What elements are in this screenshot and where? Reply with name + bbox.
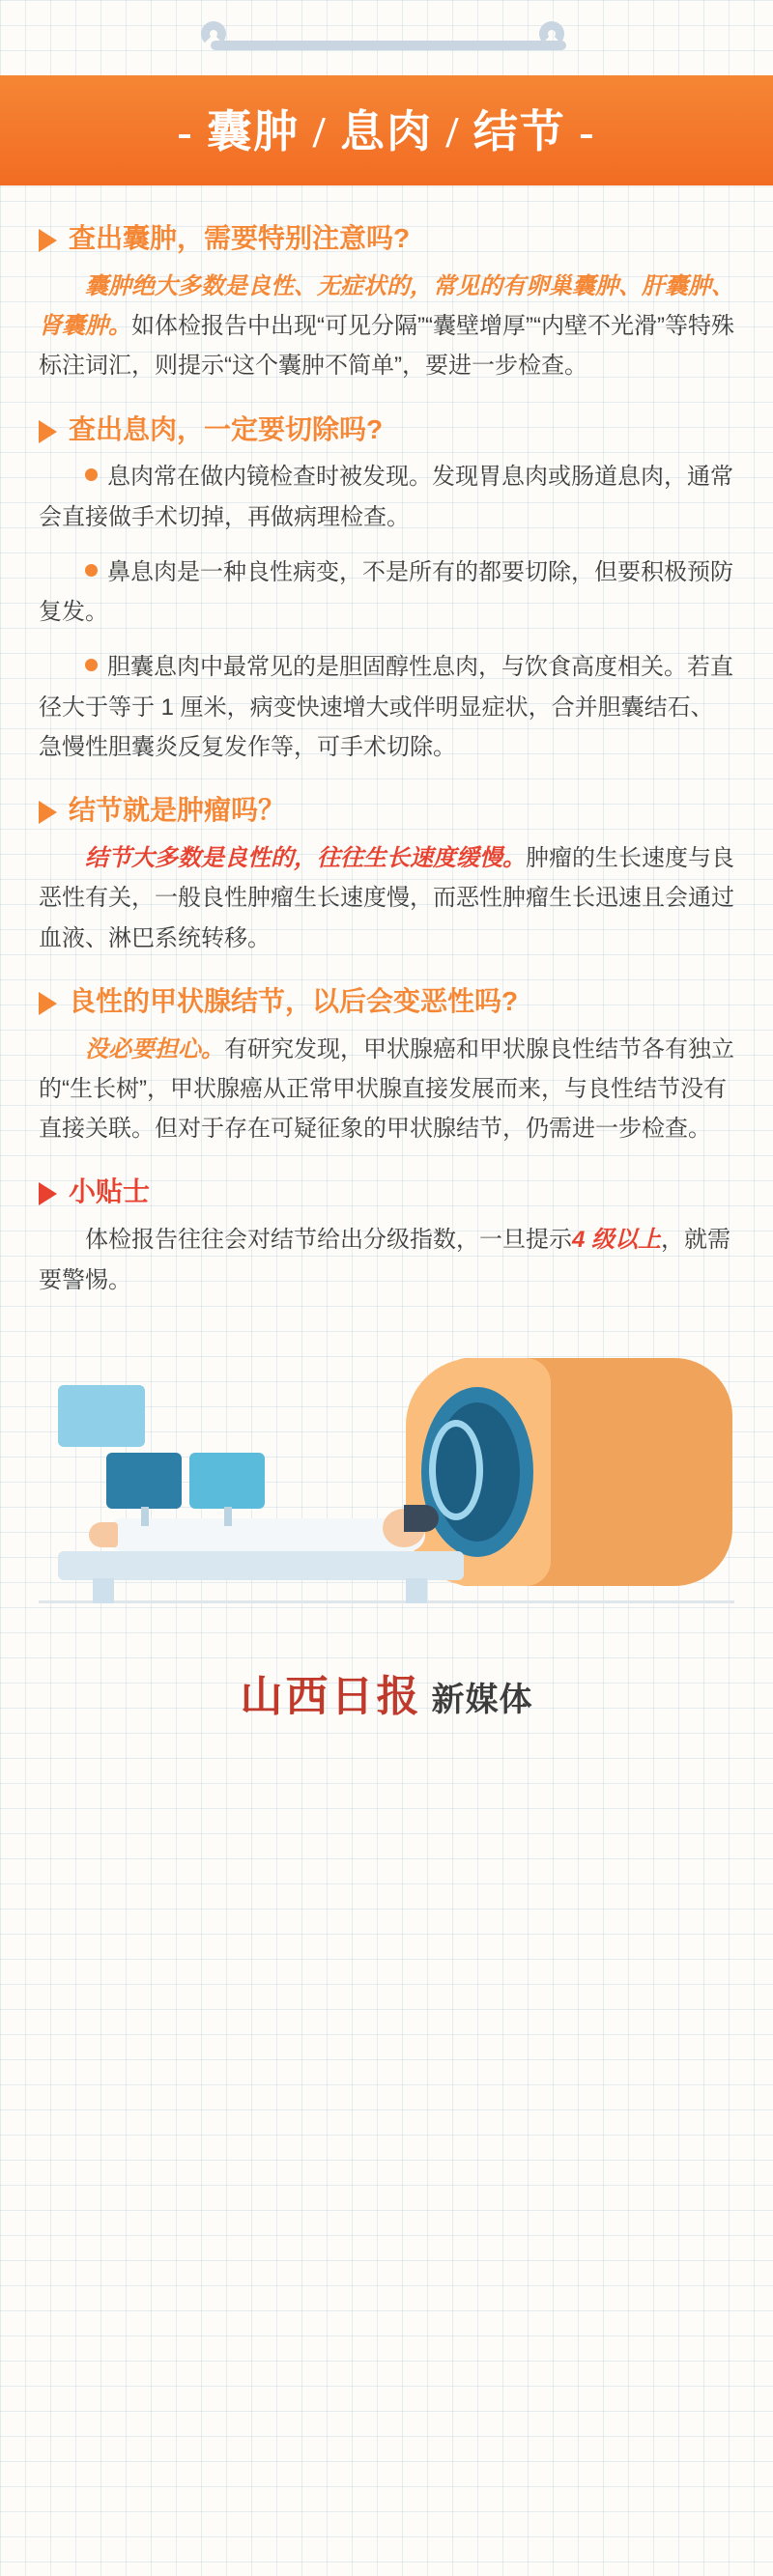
monitor-screen-left xyxy=(106,1453,182,1509)
dot-bullet-icon xyxy=(85,468,98,481)
brand-subtitle: 新媒体 xyxy=(431,1682,533,1718)
monitor-screen-large xyxy=(58,1385,145,1447)
paragraph-text-after: ，就需要警惕。 xyxy=(39,1227,731,1293)
title-banner xyxy=(0,75,773,185)
mri-ring-icon xyxy=(429,1420,483,1520)
paragraph xyxy=(39,647,734,767)
patient-hair xyxy=(404,1505,439,1532)
content-area xyxy=(0,185,773,1300)
brand-logo xyxy=(241,1661,533,1723)
triangle-bullet-icon xyxy=(39,1182,57,1205)
paragraph-text: 胆囊息肉中最常见的是胆固醇性息肉，与饮食高度相关。若直径大于等于 1 厘米，病变快速增大或伴明显症状，合并胆囊结石、急慢性胆囊炎反复发作等，可手术切除。 xyxy=(39,654,733,760)
section-cyst xyxy=(39,220,734,386)
hanger-bar xyxy=(211,41,566,50)
paragraph xyxy=(39,1220,734,1300)
triangle-bullet-icon xyxy=(39,420,57,443)
question-text: 结节就是肿瘤吗？ xyxy=(69,795,286,826)
triangle-bullet-icon xyxy=(39,992,57,1015)
paragraph-text: 息肉常在做内镜检查时被发现。发现胃息肉或肠道息肉，通常会直接做手术切掉，再做病理检查。 xyxy=(39,464,733,530)
triangle-bullet-icon xyxy=(39,229,57,252)
bed-leg-left xyxy=(93,1578,114,1603)
paragraph xyxy=(39,838,734,958)
question-heading xyxy=(39,983,734,1020)
paragraph-text: 体检报告往往会对结节给出分级指数，一旦提示 xyxy=(85,1227,572,1254)
monitor-stand-right xyxy=(224,1507,232,1526)
dot-bullet-icon xyxy=(85,659,98,671)
question-heading xyxy=(39,792,734,829)
section-nodule-tumor xyxy=(39,792,734,958)
paragraph xyxy=(39,457,734,537)
highlight-text: 结节大多数是良性的，往往生长速度缓慢。 xyxy=(85,845,526,872)
paragraph-text: 有研究发现，甲状腺癌和甲状腺良性结节各有独立的“生长树”，甲状腺癌从正常甲状腺直接发展而来，与良性结节没有直接关联。但对于存在可疑征象的甲状腺结节，仍需进一步检查。 xyxy=(39,1035,734,1143)
page-title: - 囊肿 / 息肉 / 结节 - xyxy=(177,107,596,156)
patient-bed xyxy=(58,1551,464,1580)
mri-scanner-illustration xyxy=(0,1317,773,1636)
highlight-text: 囊肿绝大多数是良性、无症状的，常见的有卵巢囊肿、肝囊肿、肾囊肿。 xyxy=(39,272,734,340)
section-tips xyxy=(39,1174,734,1299)
section-thyroid-nodule xyxy=(39,983,734,1149)
question-text: 查出息肉，一定要切除吗? xyxy=(69,413,384,444)
question-text: 小贴士 xyxy=(69,1176,151,1207)
question-heading xyxy=(39,1174,734,1210)
paragraph xyxy=(39,552,734,633)
question-text: 良性的甲状腺结节，以后会变恶性吗? xyxy=(69,985,519,1016)
floor-line xyxy=(39,1600,734,1603)
question-heading xyxy=(39,411,734,448)
paragraph-text: 鼻息肉是一种良性病变，不是所有的都要切除，但要积极预防复发。 xyxy=(39,558,733,626)
question-heading xyxy=(39,220,734,257)
paragraph xyxy=(39,1030,734,1149)
patient-body xyxy=(106,1518,425,1551)
paragraph xyxy=(39,267,734,386)
brand-name: 山西日报 xyxy=(240,1672,422,1720)
monitor-stand-left xyxy=(141,1507,149,1526)
triangle-bullet-icon xyxy=(39,801,57,824)
dot-bullet-icon xyxy=(85,564,98,577)
hanger-graphic xyxy=(0,0,773,75)
question-text: 查出囊肿，需要特别注意吗? xyxy=(69,223,411,253)
highlight-text: 4 级以上 xyxy=(572,1227,662,1254)
monitor-screen-right xyxy=(189,1453,265,1509)
bed-leg-right xyxy=(406,1578,427,1603)
footer xyxy=(0,1636,773,1756)
section-polyp xyxy=(39,411,734,768)
patient-feet xyxy=(89,1522,118,1547)
highlight-text: 没必要担心。 xyxy=(85,1035,224,1062)
paragraph-text: 肿瘤的生长速度与良恶性有关，一般良性肿瘤生长速度慢，而恶性肿瘤生长迅速且会通过血液、淋巴系统转移。 xyxy=(39,845,734,951)
paragraph-text: 如体检报告中出现“可见分隔”“囊壁增厚”“内壁不光滑”等特殊标注词汇，则提示“这个囊肿不简单”，要进一步检查。 xyxy=(39,313,734,380)
